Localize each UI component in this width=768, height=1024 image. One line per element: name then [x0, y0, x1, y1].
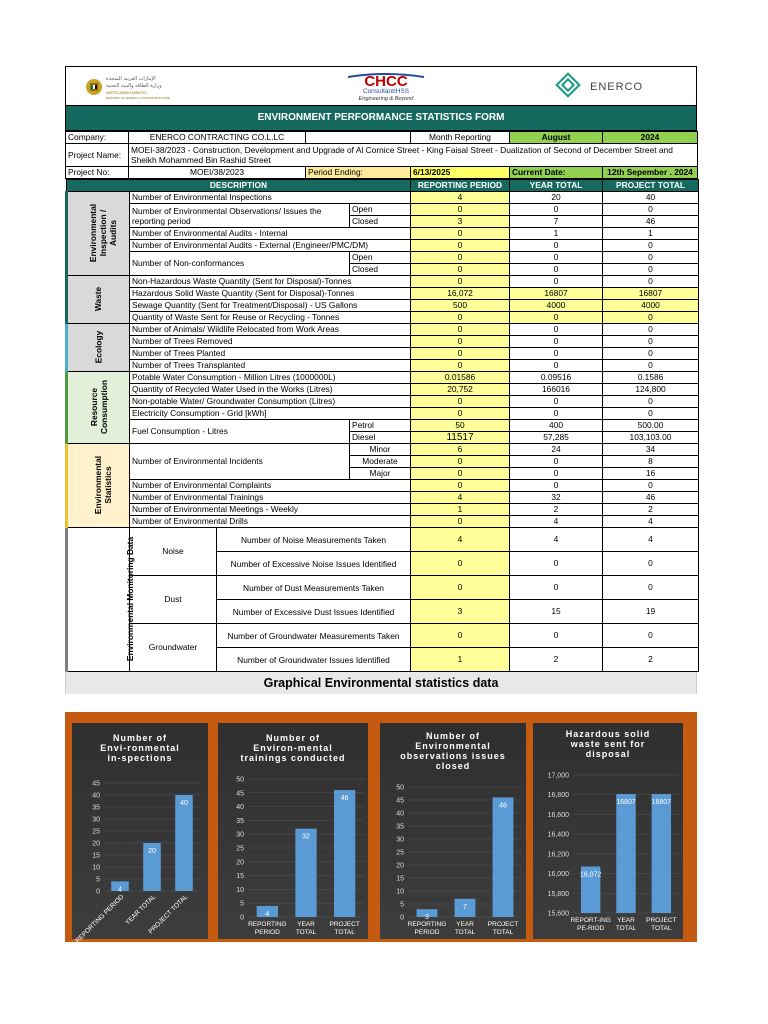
category-monitoring: Environmental Monitoring Data	[67, 528, 130, 672]
row-label-nonpotable: Non-potable Water/ Groundwater Consumption (Litres)	[130, 396, 411, 408]
y-tick-label: 5	[96, 876, 100, 884]
y-tick-label: 50	[396, 784, 404, 792]
y-tick-label: 25	[236, 845, 244, 853]
fuel-petrol-label: Petrol	[350, 420, 411, 432]
noise-excess-rp: 0	[411, 552, 510, 576]
category-inspection: Environmental Inspection / Audits	[67, 192, 130, 276]
y-tick-label: 30	[236, 831, 244, 839]
y-tick-label: 0	[400, 914, 404, 922]
y-tick-label: 15	[396, 875, 404, 883]
row-label-trees-removed: Number of Trees Removed	[130, 336, 411, 348]
trees-planted-pt: 0	[603, 348, 699, 360]
y-tick-label: 16,800	[547, 792, 569, 800]
row-label-electricity: Electricity Consumption - Grid [kWh]	[130, 408, 411, 420]
data-label: 32	[302, 833, 310, 841]
dust-measurements-pt: 0	[603, 576, 699, 600]
incidents-moderate-pt: 8	[603, 456, 699, 468]
animals-rp: 0	[411, 324, 510, 336]
x-tick-label: YEAR TOTAL	[124, 893, 158, 927]
fuel-diesel-label: Diesel	[350, 432, 411, 444]
inspections-yt: 20	[510, 192, 603, 204]
y-tick-label: 15,800	[547, 890, 569, 898]
drills-pt: 4	[603, 516, 699, 528]
y-tick-label: 15,600	[547, 910, 569, 918]
data-label: 16807	[616, 799, 636, 807]
complaints-yt: 0	[510, 480, 603, 492]
complaints-pt: 0	[603, 480, 699, 492]
row-label-haz-waste: Hazardous Solid Waste Quantity (Sent for Disposal)-Tonnes	[130, 288, 411, 300]
x-tick-label: PROJECT	[487, 921, 519, 928]
enerco-diamond-icon	[557, 74, 580, 97]
category-waste: Waste	[67, 276, 130, 324]
x-tick-label: PROJECT TOTAL	[147, 893, 190, 936]
audits-external-pt: 0	[603, 240, 699, 252]
x-tick-label: TOTAL	[295, 929, 317, 936]
trees-transplanted-rp: 0	[411, 360, 510, 372]
meetings-pt: 2	[603, 504, 699, 516]
dust-excess-rp: 3	[411, 600, 510, 624]
dust-measurements-rp: 0	[411, 576, 510, 600]
x-tick-label: REPORTING	[248, 921, 287, 928]
x-tick-label: TOTAL	[615, 925, 637, 932]
chart-title-line: Environmental	[415, 741, 491, 751]
row-label-potable: Potable Water Consumption - Million Litres (1000000L)	[130, 372, 411, 384]
diesel-rp: 11517	[411, 432, 510, 444]
x-tick-label: YEAR	[456, 921, 474, 928]
chcc-logo	[338, 71, 434, 101]
x-tick-label: TOTAL	[454, 929, 476, 936]
environment-statistics-sheet	[65, 66, 697, 945]
chart-title-line: disposal	[585, 749, 631, 759]
incidents-moderate-rp: 0	[411, 456, 510, 468]
y-tick-label: 15	[236, 873, 244, 881]
groundwater-issues-yt: 2	[510, 648, 603, 672]
chart-bar	[175, 795, 193, 891]
y-tick-label: 50	[236, 776, 244, 784]
non-haz-yt: 0	[510, 276, 603, 288]
y-tick-label: 30	[396, 836, 404, 844]
uae-ministry-logo	[84, 71, 204, 103]
row-label-observations: Number of Environmental Observations/ Issues the reporting period	[130, 204, 350, 228]
audits-internal-yt: 1	[510, 228, 603, 240]
y-tick-label: 5	[400, 901, 404, 909]
noise-excess-yt: 0	[510, 552, 603, 576]
recycled-rp: 20,752	[411, 384, 510, 396]
row-label-sewage: Sewage Quantity (Sent for Treatment/Disposal) - US Gallons	[130, 300, 411, 312]
period-ending-value: 6/13/2025	[411, 167, 510, 179]
y-tick-label: 0	[240, 914, 244, 922]
observations-open-yt: 0	[510, 204, 603, 216]
row-label-recycled: Quantity of Recycled Water Used in the Works (Litres)	[130, 384, 411, 396]
company-value: ENERCO CONTRACTING CO.L.LC	[129, 132, 306, 144]
y-tick-label: 10	[236, 886, 244, 894]
row-label-trainings: Number of Environmental Trainings	[130, 492, 411, 504]
audits-internal-pt: 1	[603, 228, 699, 240]
x-tick-label: PROJECT	[646, 917, 677, 924]
nonpotable-yt: 0	[510, 396, 603, 408]
diesel-yt: 57,285	[510, 432, 603, 444]
dust-excess-yt: 15	[510, 600, 603, 624]
logo-header	[65, 66, 697, 106]
nonconf-closed-yt: 0	[510, 264, 603, 276]
dust-excess-label: Number of Excessive Dust Issues Identified	[217, 600, 411, 624]
y-tick-label: 40	[236, 804, 244, 812]
observations-closed-label: Closed	[350, 216, 411, 228]
y-tick-label: 35	[92, 804, 100, 812]
row-label-meetings: Number of Environmental Meetings - Weekly	[130, 504, 411, 516]
data-label: 4	[118, 886, 122, 894]
haz-pt: 16807	[603, 288, 699, 300]
trees-planted-yt: 0	[510, 348, 603, 360]
incidents-minor-label: Minor	[350, 444, 411, 456]
category-statistics: Environmental Statistics	[67, 444, 130, 528]
uae-logo-line-3: UNITED ARAB EMIRATES	[106, 91, 147, 95]
petrol-rp: 50	[411, 420, 510, 432]
nonpotable-pt: 0	[603, 396, 699, 408]
y-tick-label: 45	[92, 780, 100, 788]
electricity-yt: 0	[510, 408, 603, 420]
petrol-pt: 500.00	[603, 420, 699, 432]
y-tick-label: 16,400	[547, 831, 569, 839]
data-label: 20	[148, 848, 156, 855]
col-reporting-period: REPORTING PERIOD	[411, 180, 510, 192]
chart-title-line: in-spections	[107, 753, 173, 763]
nonconf-open-rp: 0	[411, 252, 510, 264]
project-no-label: Project No:	[66, 167, 129, 179]
observations-open-label: Open	[350, 204, 411, 216]
animals-pt: 0	[603, 324, 699, 336]
y-tick-label: 16,600	[547, 811, 569, 819]
category-ecology: Ecology	[67, 324, 130, 372]
chart-title-line: trainings conducted	[240, 753, 346, 763]
chart-title-line: Number of	[266, 733, 320, 743]
col-project-total: PROJECT TOTAL	[603, 180, 699, 192]
y-tick-label: 40	[396, 810, 404, 818]
category-resource: Resource Consumption	[67, 372, 130, 444]
y-tick-label: 20	[92, 840, 100, 848]
nonconf-closed-label: Closed	[350, 264, 411, 276]
y-tick-label: 5	[240, 900, 244, 908]
x-tick-label: TOTAL	[492, 929, 514, 936]
row-label-drills: Number of Environmental Drills	[130, 516, 411, 528]
chart-bar	[295, 829, 316, 917]
data-label: 40	[180, 800, 188, 807]
monitoring-noise-label: Noise	[130, 528, 217, 576]
row-label-fuel: Fuel Consumption - Litres	[130, 420, 350, 444]
reuse-rp: 0	[411, 312, 510, 324]
trainings-pt: 46	[603, 492, 699, 504]
chcc-logo-text: CHCC	[364, 73, 408, 90]
x-tick-label: YEAR	[297, 921, 315, 928]
data-label: 16,072	[579, 871, 602, 879]
y-tick-label: 10	[396, 888, 404, 896]
dust-measurements-yt: 0	[510, 576, 603, 600]
meetings-rp: 1	[411, 504, 510, 516]
chart-observations-closed	[380, 723, 526, 939]
month-value: August	[510, 132, 603, 144]
trainings-yt: 32	[510, 492, 603, 504]
groundwater-issues-pt: 2	[603, 648, 699, 672]
chart-title-line: Envi-ronmental	[100, 743, 180, 753]
row-label-inspections: Number of Environmental Inspections	[130, 192, 411, 204]
observations-closed-pt: 46	[603, 216, 699, 228]
audits-external-yt: 0	[510, 240, 603, 252]
chcc-logo-sub: ConsultantIHSS	[362, 88, 410, 95]
y-tick-label: 17,000	[547, 772, 569, 780]
observations-closed-rp: 3	[411, 216, 510, 228]
x-tick-label: PROJECT	[329, 921, 360, 928]
chart-title-line: Number of	[426, 731, 480, 741]
project-no-value: MOEI/38/2023	[129, 167, 306, 179]
x-tick-label: REPORTING	[407, 921, 447, 928]
x-tick-label: PERIOD	[254, 929, 280, 936]
x-tick-label: TOTAL	[651, 925, 672, 932]
row-label-nonconformances: Number of Non-conformances	[130, 252, 350, 276]
chart-bar	[652, 794, 671, 913]
monitoring-groundwater-label: Groundwater	[130, 624, 217, 672]
potable-rp: 0.01586	[411, 372, 510, 384]
project-name-value: MOEI-38/2023 - Construction, Development and Upgrade of Al Cornice Street - King Faisal Street - Dualization of Second of December Street and Sheikh Mohammed Bin Rashid Street	[129, 144, 698, 167]
incidents-major-yt: 0	[510, 468, 603, 480]
trees-transplanted-yt: 0	[510, 360, 603, 372]
data-label: 16807	[651, 799, 672, 807]
dust-measurements-label: Number of Dust Measurements Taken	[217, 576, 411, 600]
noise-measurements-rp: 4	[411, 528, 510, 552]
x-tick-label: YEAR	[617, 917, 635, 924]
y-tick-label: 10	[92, 864, 100, 872]
y-tick-label: 16,200	[547, 851, 569, 859]
nonpotable-rp: 0	[411, 396, 510, 408]
recycled-pt: 124,800	[603, 384, 699, 396]
x-tick-label: TOTAL	[334, 929, 355, 936]
chart-inspections	[72, 723, 208, 945]
y-tick-label: 20	[236, 859, 244, 867]
noise-measurements-label: Number of Noise Measurements Taken	[217, 528, 411, 552]
graph-panel	[65, 712, 697, 945]
noise-excess-label: Number of Excessive Noise Issues Identified	[217, 552, 411, 576]
noise-measurements-pt: 4	[603, 528, 699, 552]
row-label-audits-internal: Number of Environmental Audits - Internal	[130, 228, 411, 240]
audits-external-rp: 0	[411, 240, 510, 252]
current-date-label: Current Date:	[510, 167, 603, 179]
trees-transplanted-pt: 0	[603, 360, 699, 372]
chart-title-line: Number of	[113, 733, 167, 743]
dust-excess-pt: 19	[603, 600, 699, 624]
chart-hazardous-waste	[533, 723, 683, 939]
data-label: 46	[340, 795, 349, 803]
x-tick-label: REPORT-ING	[570, 917, 611, 924]
row-label-audits-external: Number of Environmental Audits - External (Engineer/PMC/DM)	[130, 240, 411, 252]
chart-bar	[616, 794, 635, 913]
groundwater-measurements-label: Number of Groundwater Measurements Taken	[217, 624, 411, 648]
info-table	[65, 131, 698, 179]
chart-bar	[334, 790, 355, 917]
data-label: 46	[499, 802, 507, 810]
company-label: Company:	[66, 132, 129, 144]
groundwater-issues-label: Number of Groundwater Issues Identified	[217, 648, 411, 672]
y-tick-label: 16,000	[547, 871, 569, 879]
chart-bar	[493, 797, 514, 917]
form-title: ENVIRONMENT PERFORMANCE STATISTICS FORM	[65, 106, 697, 131]
potable-pt: 0.1586	[603, 372, 699, 384]
month-reporting-label: Month Reporting	[411, 132, 510, 144]
recycled-yt: 166016	[510, 384, 603, 396]
sewage-pt: 4000	[603, 300, 699, 312]
col-year-total: YEAR TOTAL	[510, 180, 603, 192]
trees-removed-rp: 0	[411, 336, 510, 348]
incidents-major-label: Major	[350, 468, 411, 480]
uae-logo-line-4: MINISTRY OF ENERGY & INFRASTRUCTURE	[106, 96, 170, 100]
haz-rp: 16,072	[411, 288, 510, 300]
trees-planted-rp: 0	[411, 348, 510, 360]
animals-yt: 0	[510, 324, 603, 336]
uae-logo-line-1: الإمارات العربية المتحدة	[106, 76, 156, 82]
incidents-major-pt: 16	[603, 468, 699, 480]
monitoring-dust-label: Dust	[130, 576, 217, 624]
incidents-major-rp: 0	[411, 468, 510, 480]
year-value: 2024	[603, 132, 698, 144]
y-tick-label: 25	[396, 849, 404, 857]
x-tick-label: PERIOD	[414, 929, 440, 936]
reuse-pt: 0	[603, 312, 699, 324]
noise-measurements-yt: 4	[510, 528, 603, 552]
reuse-yt: 0	[510, 312, 603, 324]
nonconf-open-pt: 0	[603, 252, 699, 264]
meetings-yt: 2	[510, 504, 603, 516]
nonconf-open-label: Open	[350, 252, 411, 264]
nonconf-open-yt: 0	[510, 252, 603, 264]
row-label-incidents: Number of Environmental Incidents	[130, 444, 350, 480]
period-ending-label: Period Ending:	[306, 167, 411, 179]
non-haz-rp: 0	[411, 276, 510, 288]
project-name-label: Project Name:	[66, 144, 129, 167]
y-tick-label: 35	[236, 817, 244, 825]
x-tick-label: REPORTING PERIOD	[74, 893, 126, 945]
graph-section-title: Graphical Environmental statistics data	[65, 672, 697, 694]
trees-removed-pt: 0	[603, 336, 699, 348]
electricity-rp: 0	[411, 408, 510, 420]
observations-open-rp: 0	[411, 204, 510, 216]
y-tick-label: 45	[236, 790, 244, 798]
groundwater-measurements-pt: 0	[603, 624, 699, 648]
row-label-trees-planted: Number of Trees Planted	[130, 348, 411, 360]
y-tick-label: 45	[396, 797, 404, 805]
non-haz-pt: 0	[603, 276, 699, 288]
audits-internal-rp: 0	[411, 228, 510, 240]
enerco-logo	[554, 71, 674, 101]
chart-title-line: Environ-mental	[253, 743, 333, 753]
chart-title-line: closed	[435, 761, 471, 771]
drills-yt: 4	[510, 516, 603, 528]
row-label-complaints: Number of Environmental Complaints	[130, 480, 411, 492]
uae-logo-line-2: وزارة الطاقة والبنية التحتية	[106, 83, 162, 89]
inspections-rp: 4	[411, 192, 510, 204]
row-label-non-haz-waste: Non-Hazardous Waste Quantity (Sent for Disposal)-Tonnes	[130, 276, 411, 288]
incidents-minor-pt: 34	[603, 444, 699, 456]
complaints-rp: 0	[411, 480, 510, 492]
enerco-logo-text: ENERCO	[590, 81, 644, 93]
incidents-moderate-yt: 0	[510, 456, 603, 468]
row-label-reuse: Quantity of Waste Sent for Reuse or Recycling - Tonnes	[130, 312, 411, 324]
chart-trainings	[218, 723, 368, 939]
col-description: DESCRIPTION	[67, 180, 411, 192]
nonconf-closed-rp: 0	[411, 264, 510, 276]
observations-open-pt: 0	[603, 204, 699, 216]
row-label-animals: Number of Animals/ Wildlife Relocated from Work Areas	[130, 324, 411, 336]
noise-excess-pt: 0	[603, 552, 699, 576]
y-tick-label: 20	[396, 862, 404, 870]
trees-removed-yt: 0	[510, 336, 603, 348]
potable-yt: 0.09516	[510, 372, 603, 384]
sewage-yt: 4000	[510, 300, 603, 312]
drills-rp: 0	[411, 516, 510, 528]
sewage-rp: 500	[411, 300, 510, 312]
y-tick-label: 40	[92, 792, 100, 800]
data-label: 7	[463, 903, 467, 911]
electricity-pt: 0	[603, 408, 699, 420]
y-tick-label: 30	[92, 816, 100, 824]
data-label: 3	[425, 914, 429, 922]
incidents-minor-rp: 6	[411, 444, 510, 456]
y-tick-label: 15	[92, 852, 100, 860]
chart-title-line: observations issues	[400, 751, 506, 761]
groundwater-issues-rp: 1	[411, 648, 510, 672]
company-blank	[306, 132, 411, 144]
nonconf-closed-pt: 0	[603, 264, 699, 276]
chart-title-line: Hazardous solid	[565, 729, 651, 739]
incidents-minor-yt: 24	[510, 444, 603, 456]
petrol-yt: 400	[510, 420, 603, 432]
x-tick-label: PE-RIOD	[577, 925, 605, 932]
groundwater-measurements-yt: 0	[510, 624, 603, 648]
chart-title-line: waste sent for	[570, 739, 646, 749]
groundwater-measurements-rp: 0	[411, 624, 510, 648]
uae-emblem-icon	[86, 79, 102, 95]
y-tick-label: 35	[396, 823, 404, 831]
observations-closed-yt: 7	[510, 216, 603, 228]
haz-yt: 16807	[510, 288, 603, 300]
diesel-pt: 103,103.00	[603, 432, 699, 444]
y-tick-label: 25	[92, 828, 100, 836]
data-label: 4	[265, 910, 270, 918]
inspections-pt: 40	[603, 192, 699, 204]
incidents-moderate-label: Moderate	[350, 456, 411, 468]
trainings-rp: 4	[411, 492, 510, 504]
chcc-tagline: Engineering & Beyond	[358, 96, 414, 102]
row-label-trees-transplanted: Number of Trees Transplanted	[130, 360, 411, 372]
statistics-table	[65, 179, 699, 672]
current-date-value: 12th Sepember . 2024	[603, 167, 698, 179]
y-tick-label: 0	[96, 888, 100, 896]
